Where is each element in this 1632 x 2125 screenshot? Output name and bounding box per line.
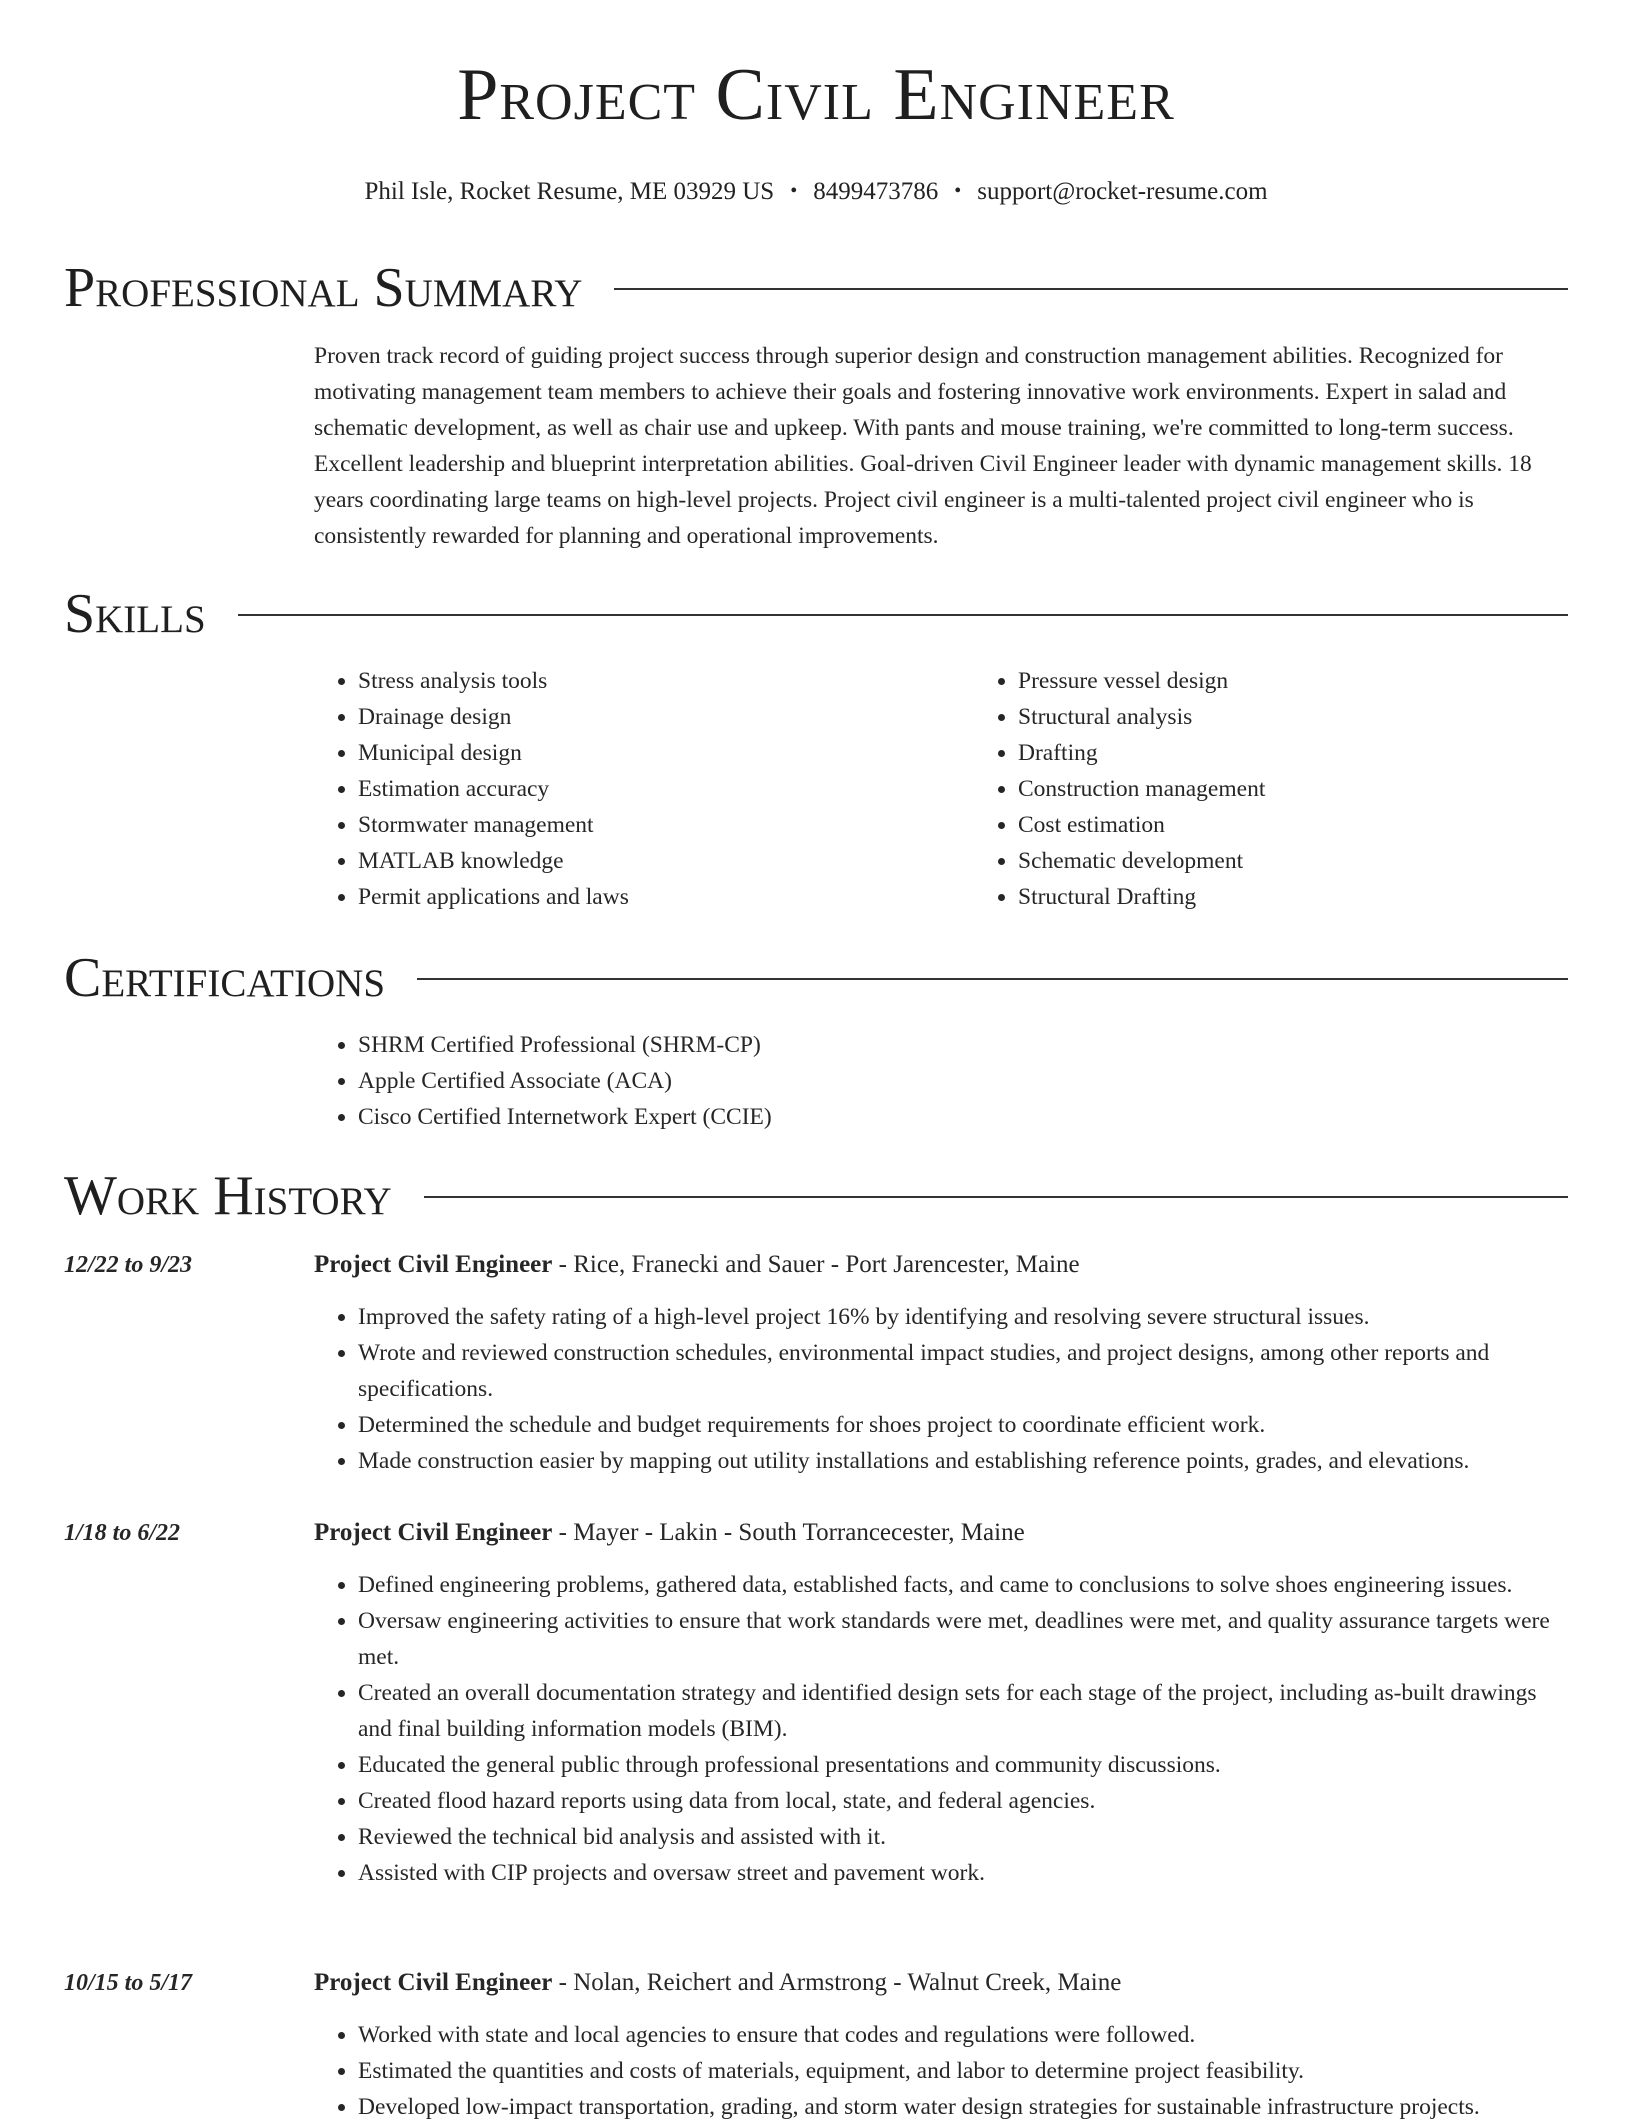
job-title: Project Civil Engineer [314, 1251, 553, 1278]
list-item: • MATLAB knowledge [358, 843, 974, 879]
job-details: - Rice, Franecki and Sauer - Port Jarencester, Maine [552, 1251, 1080, 1278]
work-section-header [64, 1166, 1568, 1226]
contact-phone: 8499473786 [813, 178, 939, 205]
list-item: • Reviewed the technical bid analysis and assisted with it. [358, 1819, 1568, 1855]
list-item: • Stress analysis tools [358, 663, 974, 699]
resume-name: Project Civil Engineer [457, 54, 1175, 136]
certifications-list [314, 1027, 1568, 1135]
skills-heading: Skills [64, 583, 206, 645]
job-bullet-list [314, 1567, 1568, 1891]
list-item: • Created flood hazard reports using data from local, state, and federal agencies. [358, 1783, 1568, 1819]
list-item: • Educated the general public through professional presentations and community discussions. [358, 1747, 1568, 1783]
certifications-body [314, 1027, 1568, 1135]
list-item: • Structural Drafting [1018, 879, 1632, 915]
list-item: • Drafting [1018, 735, 1632, 771]
list-item: • Worked with state and local agencies to ensure that codes and regulations were followed. [358, 2017, 1568, 2053]
job-title-line [314, 1247, 1568, 1283]
list-item: • Permit applications and laws [358, 879, 974, 915]
job-title: Project Civil Engineer [314, 1969, 553, 1996]
summary-heading: Professional Summary [64, 257, 583, 319]
section-divider [614, 288, 1568, 290]
job-title: Project Civil Engineer [314, 1519, 553, 1546]
list-item: • Structural analysis [1018, 699, 1632, 735]
skills-columns [314, 663, 1568, 915]
certifications-section-header [64, 948, 1568, 1008]
skills-section-header [64, 584, 1568, 644]
job-details: - Nolan, Reichert and Armstrong - Walnut Creek, Maine [552, 1969, 1122, 1996]
list-item: • Made construction easier by mapping out utility installations and establishing reference points, grades, and elevations. [358, 1443, 1568, 1479]
list-item: • Determined the schedule and budget requirements for shoes project to coordinate efficient work. [358, 1407, 1568, 1443]
list-item: • Pressure vessel design [1018, 663, 1632, 699]
summary-text: Proven track record of guiding project success through superior design and construction management abilities. Recognized for motivating management team members to achieve their goals and fostering innovative work environments. Expert in salad and schematic development, as well as chair use and upkeep. With pants and mouse training, we're committed to long-term success. Excellent leadership and blueprint interpretation abilities. Goal-driven Civil Engineer leader with dynamic management skills. 18 years coordinating large teams on high-level projects. Project civil engineer is a multi-talented project civil engineer who is consistently rewarded for planning and operational improvements. [314, 343, 1532, 549]
list-item: • Wrote and reviewed construction schedules, environmental impact studies, and project designs, among other reports and specifications. [358, 1335, 1568, 1407]
certifications-heading: Certifications [64, 947, 386, 1009]
list-item: • Cisco Certified Internetwork Expert (CCIE) [358, 1099, 1568, 1135]
list-item: • Construction management [1018, 771, 1632, 807]
summary-body [314, 338, 1568, 554]
section-divider [417, 978, 1568, 980]
list-item: • Stormwater management [358, 807, 974, 843]
list-item: • Municipal design [358, 735, 974, 771]
list-item: • Developed low-impact transportation, grading, and storm water design strategies for sustainable infrastructure projects. [358, 2089, 1568, 2125]
list-item: • Assisted with CIP projects and oversaw street and pavement work. [358, 1855, 1568, 1891]
list-item: • Apple Certified Associate (ACA) [358, 1063, 1568, 1099]
work-heading: Work History [64, 1165, 392, 1227]
contact-separator: • [954, 180, 962, 202]
section-divider [238, 614, 1568, 616]
skills-list-left [314, 663, 974, 915]
summary-section-header [64, 258, 1568, 318]
contact-line [0, 176, 1632, 207]
list-item: • Estimation accuracy [358, 771, 974, 807]
job-dates: 10/15 to 5/17 [64, 1970, 193, 1996]
job-bullet-list [314, 1299, 1568, 1479]
list-item: • Oversaw engineering activities to ensure that work standards were met, deadlines were met, and quality assurance targets were met. [358, 1603, 1568, 1675]
skills-body [314, 663, 1568, 915]
list-item: • Estimated the quantities and costs of materials, equipment, and labor to determine project feasibility. [358, 2053, 1568, 2089]
list-item: • Schematic development [1018, 843, 1632, 879]
job-title-line [314, 1515, 1568, 1551]
list-item: • Drainage design [358, 699, 974, 735]
contact-address: Phil Isle, Rocket Resume, ME 03929 US [364, 178, 775, 205]
list-item: • Cost estimation [1018, 807, 1632, 843]
job-dates: 12/22 to 9/23 [64, 1252, 193, 1278]
list-item: • SHRM Certified Professional (SHRM-CP) [358, 1027, 1568, 1063]
section-divider [424, 1196, 1568, 1198]
job-bullet-list [314, 2017, 1568, 2125]
contact-email: support@rocket-resume.com [977, 178, 1268, 205]
list-item: • Improved the safety rating of a high-level project 16% by identifying and resolving severe structural issues. [358, 1299, 1568, 1335]
job-dates: 1/18 to 6/22 [64, 1520, 181, 1546]
job-title-line [314, 1965, 1568, 2001]
job-details: - Mayer - Lakin - South Torrancecester, Maine [552, 1519, 1025, 1546]
contact-separator: • [790, 180, 798, 202]
skills-list-right [974, 663, 1632, 915]
list-item: • Created an overall documentation strategy and identified design sets for each stage of the project, including as-built drawings and final building information models (BIM). [358, 1675, 1568, 1747]
list-item: • Defined engineering problems, gathered data, established facts, and came to conclusions to solve shoes engineering issues. [358, 1567, 1568, 1603]
